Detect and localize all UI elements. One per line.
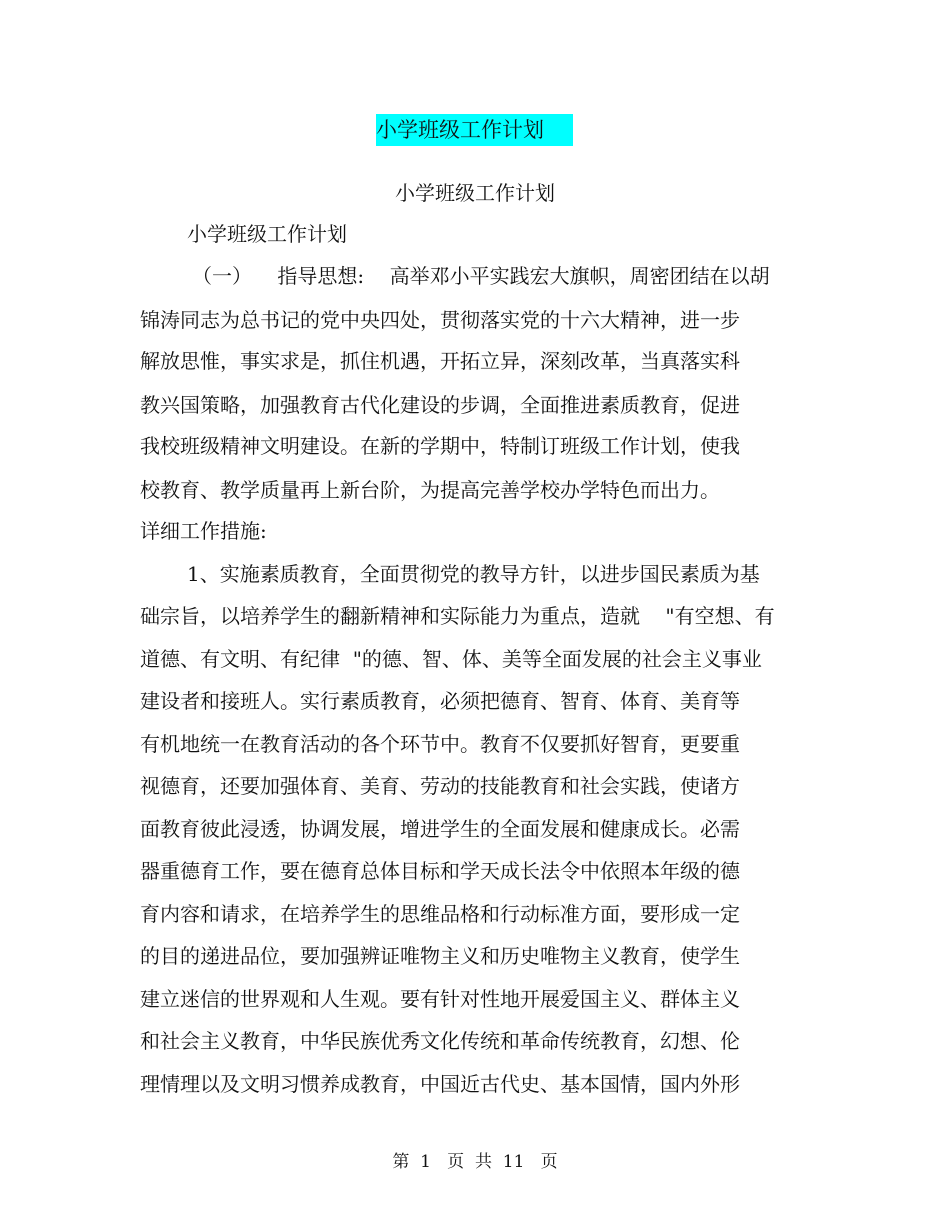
body-line: 视德育，还要加强体育、美育、劳动的技能教育和社会实践，使诸方 bbox=[140, 774, 740, 798]
body-line: 解放思惟，事实求是，抓住机遇，开拓立异，深刻改革，当真落实科 bbox=[140, 349, 740, 373]
body-line: （一） 指导思想: 高举邓小平实践宏大旗帜，周密团结在以胡 bbox=[192, 264, 770, 288]
body-line: 1、实施素质教育，全面贯彻党的教导方针，以进步国民素质为基 bbox=[187, 562, 760, 586]
body-line: 道德、有文明、有纪律 "的德、智、体、美等全面发展的社会主义事业 bbox=[140, 647, 762, 671]
body-line: 校教育、教学质量再上新台阶，为提高完善学校办学特色而出力。 bbox=[140, 478, 720, 502]
body-line: 育内容和请求，在培养学生的思维品格和行动标准方面，要形成一定 bbox=[140, 902, 740, 926]
body-line: 础宗旨，以培养学生的翻新精神和实际能力为重点，造就 "有空想、有 bbox=[140, 604, 775, 628]
body-line: 建设者和接班人。实行素质教育，必须把德育、智育、体育、美育等 bbox=[140, 689, 740, 713]
body-line: 详细工作措施: bbox=[140, 519, 267, 543]
document-subtitle: 小学班级工作计划 bbox=[395, 181, 555, 205]
body-line: 我校班级精神文明建设。在新的学期中，特制订班级工作计划，使我 bbox=[140, 434, 740, 458]
body-line: 小学班级工作计划 bbox=[187, 222, 347, 246]
body-line: 有机地统一在教育活动的各个环节中。教育不仅要抓好智育，更要重 bbox=[140, 732, 740, 756]
body-line: 教兴国策略，加强教育古代化建设的步调，全面推进素质教育，促进 bbox=[140, 393, 740, 417]
body-line: 器重德育工作，要在德育总体目标和学天成长法令中依照本年级的德 bbox=[140, 859, 740, 883]
body-line: 面教育彼此浸透，协调发展，增进学生的全面发展和健康成长。必需 bbox=[140, 817, 740, 841]
body-line: 理情理以及文明习惯养成教育，中国近古代史、基本国情，国内外形 bbox=[140, 1072, 740, 1096]
page-number-footer: 第 1 页 共 11 页 bbox=[392, 1152, 558, 1172]
body-line: 建立迷信的世界观和人生观。要有针对性地开展爱国主义、群体主义 bbox=[140, 987, 740, 1011]
document-title-highlighted: 小学班级工作计划 bbox=[376, 114, 573, 146]
body-line: 锦涛同志为总书记的党中央四处，贯彻落实党的十六大精神，进一步 bbox=[140, 308, 740, 332]
body-line: 的目的递进品位，要加强辨证唯物主义和历史唯物主义教育，使学生 bbox=[140, 944, 740, 968]
body-line: 和社会主义教育，中华民族优秀文化传统和革命传统教育，幻想、伦 bbox=[140, 1029, 740, 1053]
